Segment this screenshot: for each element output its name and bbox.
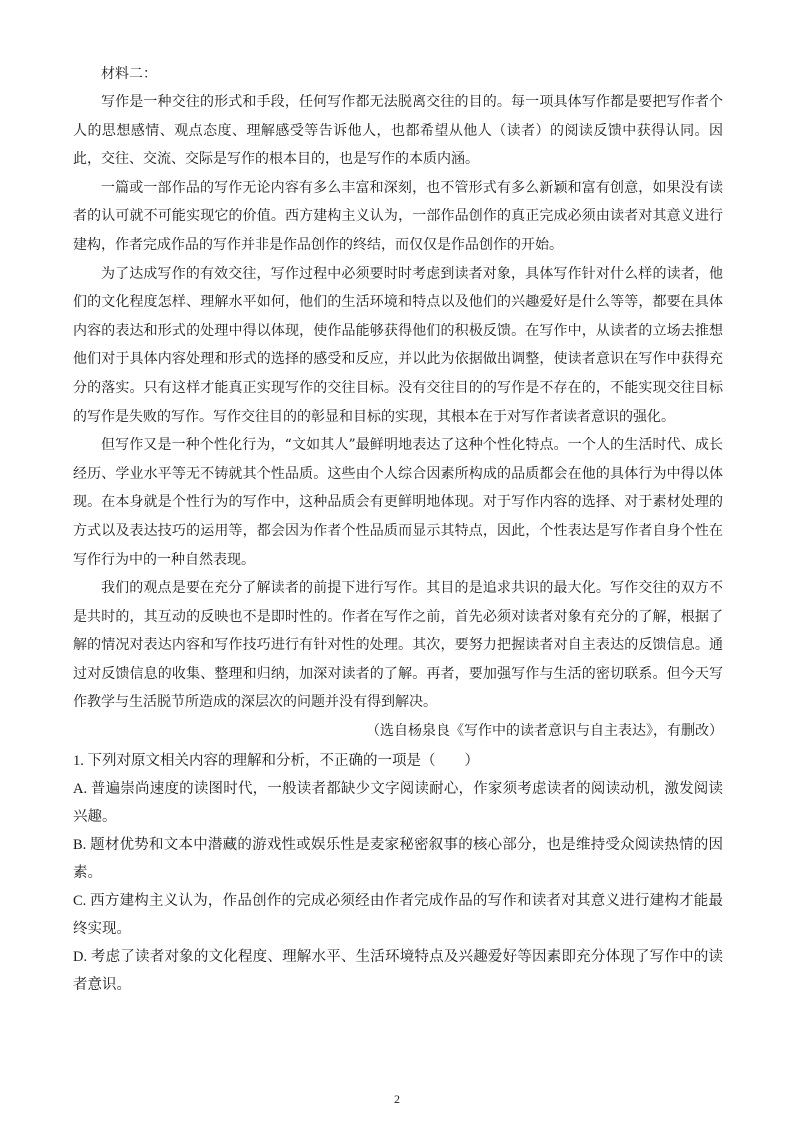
question-stem: 1. 下列对原文相关内容的理解和分析，不正确的一项是（ ） xyxy=(73,753,479,770)
page-content xyxy=(73,60,723,999)
option-b: B. 题材优势和文本中潜藏的游戏性或娱乐性是麦家秘密叙事的核心部分，也是维持受众阅读热情的因素。 xyxy=(73,837,723,882)
source-note: （选自杨泉良《写作中的读者意识与自主表达》，有删改） xyxy=(366,723,723,740)
material-label: 材料二： xyxy=(101,66,157,82)
page-number: 2 xyxy=(394,1092,400,1106)
question-block xyxy=(73,747,723,999)
paragraph-3: 为了达成写作的有效交往，写作过程中必须要时时考虑到读者对象，具体写作针对什么样的读者，他们的文化程度怎样、理解水平如何，他们的生活环境和特点以及他们的兴趣爱好是什么等等，都要在具体内容的表达和形式的处理中得以体现，使作品能够获得他们的积极反馈。在写作中，从读者的立场去推想他们对于具体内容处理和形式的选择的感受和反应，并以此为依据做出调整，使读者意识在写作中获得充分的落实。只有这样才能真正实现写作的交往目标。没有交往目的的写作是不存在的，不能实现交往目标的写作是失败的写作。写作交往目的的彰显和目标的实现，其根本在于对写作者读者意识的强化。 xyxy=(73,265,723,425)
paragraph-1: 写作是一种交往的形式和手段，任何写作都无法脱离交往的目的。每一项具体写作都是要把写作者个人的思想感情、观点态度、理解感受等告诉他人，也都希望从他人（读者）的阅读反馈中获得认同。因此，交往、交流、交际是写作的根本目的，也是写作的本质内涵。 xyxy=(73,94,723,168)
paragraph-4: 但写作又是一种个性化行为，“文如其人”最鲜明地表达了这种个性化特点。一个人的生活时代、成长经历、学业水平等无不铸就其个性品质。这些由个人综合因素所构成的品质都会在他的具体行为中得以体现。在本身就是个性行为的写作中，这种品质会有更鲜明地体现。对于写作内容的选择、对于素材处理的方式以及表达技巧的运用等，都会因为作者个性品质而显示其特点，因此，个性表达是写作者自身个性在写作行为中的一种自然表现。 xyxy=(73,437,723,568)
option-d: D. 考虑了读者对象的文化程度、理解水平、生活环境特点及兴趣爱好等因素即充分体现了写作中的读者意识。 xyxy=(73,949,723,994)
paragraph-2: 一篇或一部作品的写作无论内容有多么丰富和深刻，也不管形式有多么新颖和富有创意，如果没有读者的认可就不可能实现它的价值。西方建构主义认为，一部作品创作的真正完成必须由读者对其意义进行建构，作者完成作品的写作并非是作品创作的终结，而仅仅是作品创作的开始。 xyxy=(73,179,723,253)
option-a: A. 普遍崇尚速度的读图时代，一般读者都缺少文字阅读耐心，作家须考虑读者的阅读动机，激发阅读兴趣。 xyxy=(73,781,723,826)
paragraph-5: 我们的观点是要在充分了解读者的前提下进行写作。其目的是追求共识的最大化。写作交往的双方不是共时的，其互动的反映也不是即时性的。作者在写作之前，首先必须对读者对象有充分的了解，根据了解的情况对表达内容和写作技巧进行有针对性的处理。其次，要努力把握读者对自主表达的反馈信息。通过对反馈信息的收集、整理和归纳，加深对读者的了解。再者，要加强写作与生活的密切联系。但今天写作教学与生活脱节所造成的深层次的问题并没有得到解决。 xyxy=(73,580,723,711)
option-c: C. 西方建构主义认为，作品创作的完成必须经由作者完成作品的写作和读者对其意义进行建构才能最终实现。 xyxy=(73,893,723,938)
